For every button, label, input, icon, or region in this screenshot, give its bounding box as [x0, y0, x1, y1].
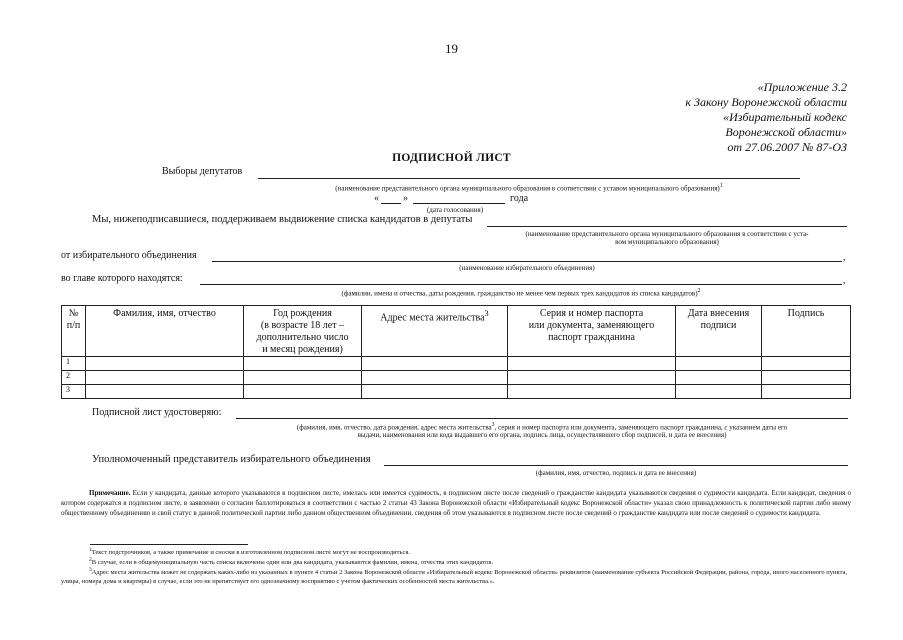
footnote-1: $^1$Текст подстрочников, а также примечание и сноски в изготовленном подписном листе могут не воспроизводиться.	[89, 547, 410, 557]
support-field[interactable]	[487, 226, 847, 227]
heads-comma: ,	[843, 275, 846, 286]
table-row	[62, 371, 851, 385]
col-header-number: № п/п	[62, 306, 86, 357]
representative-label: Уполномоченный представитель избирательного объединения	[92, 454, 371, 465]
support-text: Мы, нижеподписавшиеся, поддерживаем выдвижение списка кандидатов в депутаты	[92, 214, 473, 225]
cell-signature[interactable]	[762, 385, 851, 399]
date-close-quote: »	[403, 193, 408, 204]
association-caption: (наименование избирательного объединения)	[459, 264, 595, 272]
cell-birth[interactable]	[244, 371, 362, 385]
col-header-address: Адрес места жительства$^3$	[362, 306, 508, 357]
signature-table	[61, 305, 851, 399]
representative-caption: (фамилия, имя, отчество, подпись и дата ее внесения)	[535, 469, 697, 477]
heads-caption: (фамилии, имена и отчества, даты рождения, гражданство не менее чем первых трех кандидатов из списка кандидатов)$^2$	[341, 288, 701, 298]
cell-passport[interactable]	[508, 371, 676, 385]
cell-date[interactable]	[676, 385, 762, 399]
appendix-header	[587, 80, 847, 155]
date-month-year-field[interactable]	[413, 203, 505, 204]
certify-field[interactable]	[236, 418, 848, 419]
cell-passport[interactable]	[508, 385, 676, 399]
representative-field[interactable]	[384, 465, 848, 466]
date-day-field[interactable]	[381, 203, 401, 204]
date-open-quote: «	[374, 193, 379, 204]
table-header-row	[62, 306, 851, 357]
note-paragraph	[61, 488, 851, 518]
document-title: ПОДПИСНОЙ ЛИСТ	[392, 152, 511, 164]
cell-birth[interactable]	[244, 385, 362, 399]
date-caption: (дата голосования)	[426, 206, 484, 214]
table-row	[62, 357, 851, 371]
cell-address[interactable]	[362, 357, 508, 371]
appendix-line: «Избирательный кодекс	[723, 110, 847, 124]
cell-date[interactable]	[676, 357, 762, 371]
footnote-2: $^2$В случае, если в общемуниципальную часть списка включены один или два кандидата, указываются фамилии, имена, отчества этих кандидатов.	[89, 557, 494, 567]
cell-signature[interactable]	[762, 357, 851, 371]
cell-birth[interactable]	[244, 357, 362, 371]
page-number: 19	[445, 41, 458, 56]
certify-caption: (фамилия, имя, отчество, дата рождения, адрес места жительства$^3$, серия и номер паспорта или документа, заменяющего паспорт гражданина, с указанием даты его выдачи, наименования или кода выдавшего его органа, подпись лица, осуществлявшего сбор подписей, и дата ее внесения)	[296, 422, 788, 440]
row-number: 3	[62, 385, 86, 399]
support-caption: (наименование представительного органа муниципального образования в соответствии с уста- вом муниципального образования)	[525, 230, 809, 246]
note-label: Примечание.	[89, 489, 131, 497]
appendix-line: от 27.06.2007 № 87-ОЗ	[727, 140, 847, 154]
table-row	[62, 385, 851, 399]
cell-name[interactable]	[86, 385, 244, 399]
appendix-line: «Приложение 3.2	[757, 80, 847, 94]
appendix-line: к Закону Воронежской области	[685, 95, 847, 109]
cell-address[interactable]	[362, 371, 508, 385]
cell-name[interactable]	[86, 371, 244, 385]
association-label: от избирательного объединения	[61, 250, 197, 261]
heads-label: во главе которого находятся:	[61, 273, 183, 284]
heads-field[interactable]	[200, 284, 842, 285]
elections-field[interactable]	[258, 178, 800, 179]
date-year-label: года	[510, 193, 529, 204]
col-header-passport: Серия и номер паспорта или документа, заменяющего паспорт гражданина	[508, 306, 676, 357]
col-header-birth: Год рождения (в возрасте 18 лет – дополнительно число и месяц рождения)	[244, 306, 362, 357]
appendix-line: Воронежской области»	[725, 125, 847, 139]
note-text: Если у кандидата, данные которого указываются в подписном листе, имелась или имеется судимость, в подписном листе после сведений о гражданстве кандидата указываются сведения о судимости кандидата. Если кандидат, сведения о котором содержатся в подписном листе, в заявлении о согласии баллотироваться в соответствии с частью 2 статьи 43 Закона Воронежской области «Избирательный кодекс Воронежской области» указал свою принадлежность к политической партии либо иному общественному объединению и свой статус в данной политической партии либо данном общественном объединении, сведения об этом указываются в подписном листе после сведений о гражданстве кандидата или после сведений о судимости кандидата.	[61, 489, 852, 517]
col-header-name: Фамилия, имя, отчество	[86, 306, 244, 357]
certify-label: Подписной лист удостоверяю:	[92, 407, 222, 418]
row-number: 2	[62, 371, 86, 385]
association-comma: ,	[843, 252, 846, 263]
cell-date[interactable]	[676, 371, 762, 385]
footnote-divider	[90, 544, 248, 545]
elections-caption: (наименование представительного органа муниципального образования в соответствии с уставом муниципального образования)$^1$	[335, 183, 723, 193]
col-header-date: Дата внесения подписи	[676, 306, 762, 357]
footnote-3: $^3$Адрес места жительства может не содержать каких-либо из указанных в пункте 4 статьи 2 Закона Воронежской области «Избирательный кодекс Воронежской области» реквизитов (наименование субъекта Российской Федерации, района, города, иного населенного пункта, улицы, номера дома и квартиры) в случае, если это не препятствует его однозначному восприятию с учетом фактических особенностей места жительства.».	[61, 567, 848, 585]
association-field[interactable]	[212, 261, 842, 262]
cell-address[interactable]	[362, 385, 508, 399]
col-header-signature: Подпись	[762, 306, 851, 357]
row-number: 1	[62, 357, 86, 371]
elections-label: Выборы депутатов	[162, 166, 243, 177]
cell-passport[interactable]	[508, 357, 676, 371]
cell-name[interactable]	[86, 357, 244, 371]
cell-signature[interactable]	[762, 371, 851, 385]
